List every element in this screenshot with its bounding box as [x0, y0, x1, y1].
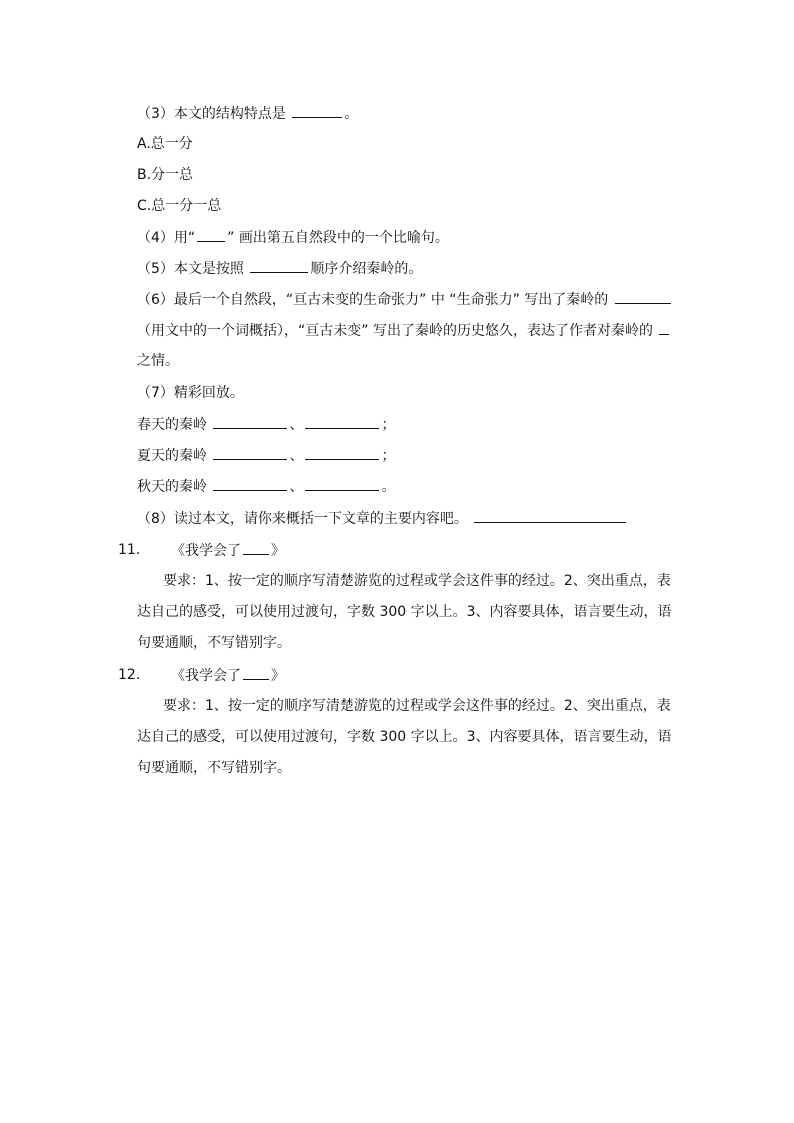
q6-answer-blank-2[interactable]: [659, 320, 669, 335]
q11-number: 11.: [118, 542, 141, 558]
q3-option-b[interactable]: B.分一总: [137, 167, 194, 183]
q8-answer-blank[interactable]: [474, 508, 626, 523]
q11-title-blank[interactable]: [243, 540, 269, 555]
q12-requirement-line-1: 要求：1、按一定的顺序写清楚游览的过程或学会这件事的经过。2、突出重点，表: [163, 698, 671, 714]
q12-title-blank[interactable]: [243, 665, 269, 680]
q7-spring-blank-1[interactable]: [213, 414, 287, 429]
q6-line-3: 之情。: [137, 353, 179, 369]
q6-answer-blank-1[interactable]: [615, 289, 671, 304]
q5-answer-blank[interactable]: [250, 258, 308, 273]
q11-title: 《我学会了 》: [171, 540, 285, 561]
q11-requirement-line-1: 要求：1、按一定的顺序写清楚游览的过程或学会这件事的经过。2、突出重点，表: [163, 573, 671, 589]
q5-stem: （5）本文是按照 顺序介绍秦岭的。: [137, 258, 422, 279]
q3-option-c[interactable]: C.总一分一总: [137, 198, 222, 214]
q8-stem: （8）读过本文，请你来概括一下文章的主要内容吧。: [137, 508, 628, 529]
q3-stem: （3）本文的结构特点是 。: [137, 103, 358, 124]
q7-autumn-blank-2[interactable]: [305, 476, 379, 491]
q12-number: 12.: [118, 667, 141, 683]
q11-requirement-line-2: 达自己的感受，可以使用过渡句，字数 300 字以上。3、内容要具体，语言要生动，语: [137, 604, 672, 620]
q3-option-a[interactable]: A.总一分: [137, 136, 193, 152]
q6-line-2: （用文中的一个词概括），“亘古未变” 写出了秦岭的历史悠久，表达了作者对秦岭的: [137, 320, 671, 341]
q7-summer-blank-1[interactable]: [213, 445, 287, 460]
q7-summer-blank-2[interactable]: [305, 445, 379, 460]
q7-spring-row: 春天的秦岭 、 ；: [137, 414, 395, 435]
q7-spring-blank-2[interactable]: [305, 414, 379, 429]
q12-title: 《我学会了 》: [171, 665, 285, 686]
q12-requirement-line-2: 达自己的感受，可以使用过渡句，字数 300 字以上。3、内容要具体，语言要生动，语: [137, 729, 672, 745]
q7-autumn-blank-1[interactable]: [213, 476, 287, 491]
q4-answer-blank[interactable]: [197, 227, 225, 242]
q7-summer-row: 夏天的秦岭 、 ；: [137, 445, 395, 466]
q4-stem: （4）用“ ” 画出第五自然段中的一个比喻句。: [137, 227, 449, 248]
q3-answer-blank[interactable]: [292, 103, 342, 118]
q7-autumn-row: 秋天的秦岭 、 。: [137, 476, 395, 497]
q6-line-1: （6）最后一个自然段，“亘古未变的生命张力” 中 “生命张力” 写出了秦岭的: [137, 289, 673, 310]
q12-requirement-line-3: 句要通顺，不写错别字。: [137, 760, 291, 776]
q11-requirement-line-3: 句要通顺，不写错别字。: [137, 635, 291, 651]
q7-title: （7）精彩回放。: [137, 385, 244, 401]
